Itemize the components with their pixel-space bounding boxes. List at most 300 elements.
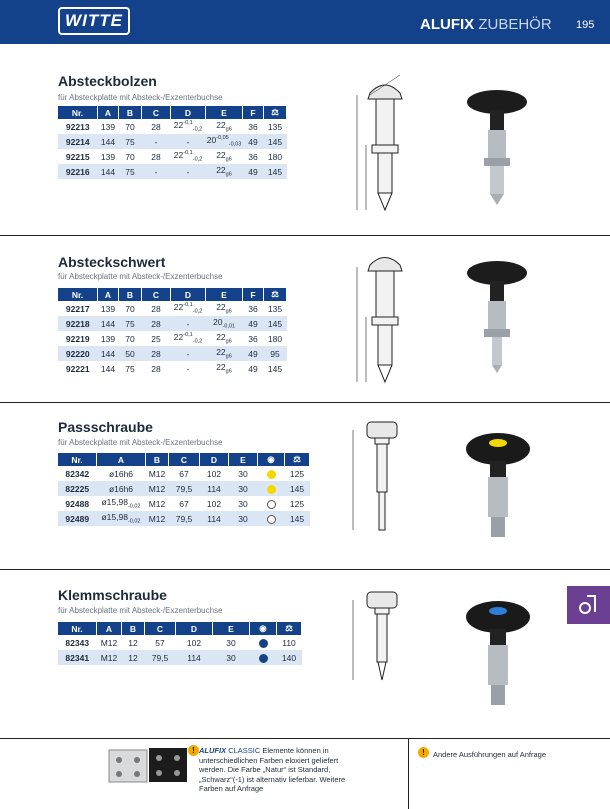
tolerance-lower: g6: [225, 156, 232, 163]
cell-value: 125: [289, 498, 305, 509]
cell-c: [169, 481, 200, 496]
section-title: Absteckbolzen: [58, 73, 157, 89]
cell-value: M12: [148, 483, 166, 494]
cell-value: 140: [281, 652, 297, 663]
cell-value: 79,5: [175, 513, 193, 524]
cell-c: [142, 134, 171, 149]
classic-word: CLASSIC: [228, 746, 261, 755]
cell-a: [97, 650, 122, 665]
cell-value: 49: [248, 318, 258, 329]
cell-value: 36: [248, 151, 258, 162]
cell-g: [264, 316, 287, 331]
cell-c: [142, 316, 171, 331]
cell-nr: [58, 164, 98, 179]
cell-value: 92220: [65, 348, 90, 359]
cell-d: [171, 301, 206, 316]
header-title-main: ALUFIX: [420, 16, 475, 33]
column-header: ⚖: [277, 622, 302, 635]
cell-b: [119, 134, 142, 149]
cell-nr: [58, 119, 98, 134]
cell-value: 49: [248, 348, 258, 359]
cell-value: 36: [248, 121, 258, 132]
cell-value: 95: [270, 348, 280, 359]
cell-color: [258, 466, 285, 481]
table-row: [58, 650, 302, 665]
cell-c: [142, 301, 171, 316]
cell-g: [264, 134, 287, 149]
cell-value: 114: [187, 652, 201, 663]
cell-f: [243, 361, 264, 376]
cell-value: 92215: [65, 151, 90, 162]
cell-e: [229, 466, 258, 481]
product-photo-absteckschwert: [462, 255, 532, 375]
tolerance-upper: -0,05: [216, 135, 229, 142]
section-title: Passschraube: [58, 419, 153, 435]
technical-drawing-klemmschraube: [345, 580, 415, 700]
cell-d: [200, 481, 229, 496]
cell-value: 49: [248, 363, 258, 374]
cell-value: 180: [267, 151, 283, 162]
cell-value: 22: [216, 120, 226, 131]
cell-value: 82342: [65, 468, 90, 479]
cell-g: [285, 496, 310, 511]
column-header: Nr.: [58, 288, 98, 301]
cell-value: 22: [173, 120, 184, 131]
tolerance-upper: -0,1: [183, 302, 193, 309]
chapter-side-tab[interactable]: [567, 586, 610, 624]
cell-c: [169, 511, 200, 526]
cell-value: 145: [267, 318, 283, 329]
cell-value: 139: [100, 121, 116, 132]
cell-value: 139: [100, 303, 116, 314]
cell-value: 22: [173, 150, 184, 161]
cell-value: -: [186, 348, 190, 359]
classic-brand: ALUFIX: [199, 746, 227, 755]
product-photo-passschraube: [460, 425, 535, 540]
cell-value: 22: [216, 362, 226, 373]
product-photo-klemmschraube: [460, 595, 535, 710]
spec-table: [58, 453, 310, 526]
product-photo-absteckbolzen: [462, 82, 532, 207]
page-header-title: [420, 16, 552, 33]
cell-value: 92488: [65, 498, 90, 509]
table-row: [58, 134, 287, 149]
cell-d: [171, 134, 206, 149]
cell-value: 75: [125, 363, 135, 374]
technical-drawing-passschraube: [345, 410, 415, 540]
cell-c: [142, 331, 171, 346]
cell-value: 144: [100, 348, 116, 359]
cell-a: [98, 331, 119, 346]
technical-drawing-absteckschwert: [340, 240, 430, 390]
column-header: B: [119, 288, 142, 301]
column-header: B: [146, 453, 169, 466]
cell-value: -: [186, 363, 190, 374]
cell-a: [97, 466, 146, 481]
tolerance-lower: g6: [225, 126, 232, 133]
section-subtitle: für Absteckplatte mit Absteck-/Exzenterbuchse: [58, 438, 223, 447]
table-row: [58, 346, 287, 361]
column-header: Nr.: [58, 453, 97, 466]
cell-nr: [58, 149, 98, 164]
cell-b: [122, 650, 145, 665]
column-header: ◉: [250, 622, 277, 635]
cell-d: [171, 119, 206, 134]
section-subtitle: für Absteckplatte mit Absteck-/Exzenterbuchse: [58, 606, 223, 615]
cell-value: 92489: [65, 513, 90, 524]
cell-color: [258, 496, 285, 511]
cell-value: 92219: [65, 333, 90, 344]
column-header: A: [97, 622, 122, 635]
cell-b: [146, 511, 169, 526]
cell-a: [98, 301, 119, 316]
cell-color: [258, 481, 285, 496]
cell-f: [243, 316, 264, 331]
cell-e: [206, 134, 243, 149]
cell-value: 22: [216, 347, 226, 358]
cell-value: 135: [267, 303, 283, 314]
cell-b: [119, 149, 142, 164]
cell-value: 28: [151, 151, 161, 162]
tolerance-lower: -0,2: [192, 308, 203, 315]
cell-value: 67: [179, 468, 189, 479]
cell-value: 28: [151, 363, 161, 374]
cell-value: 114: [207, 513, 221, 524]
section-subtitle: für Absteckplatte mit Absteck-/Exzenterbuchse: [58, 93, 223, 102]
cell-value: 139: [100, 333, 116, 344]
cell-g: [285, 466, 310, 481]
cell-value: 114: [207, 483, 221, 494]
cell-d: [200, 466, 229, 481]
cell-color: [250, 635, 277, 650]
cell-f: [243, 119, 264, 134]
tolerance-lower: g6: [225, 338, 232, 345]
cell-nr: [58, 635, 97, 650]
cell-color: [250, 650, 277, 665]
cell-value: 144: [100, 318, 116, 329]
cell-value: 70: [125, 333, 135, 344]
cell-value: 49: [248, 136, 258, 147]
cell-a: [98, 316, 119, 331]
column-header: E: [206, 106, 243, 119]
color-dot: [267, 470, 276, 479]
cell-value: 70: [125, 151, 135, 162]
cell-nr: [58, 134, 98, 149]
footer-divider: [0, 738, 610, 739]
cell-nr: [58, 496, 97, 511]
cell-a: [97, 481, 146, 496]
cell-e: [229, 511, 258, 526]
cell-a: [98, 134, 119, 149]
cell-b: [119, 346, 142, 361]
table-row: [58, 511, 310, 526]
column-header: D: [200, 453, 229, 466]
cell-value: M12: [100, 637, 118, 648]
cell-value: 92218: [65, 318, 90, 329]
cell-value: -: [186, 318, 190, 329]
table-row: [58, 119, 287, 134]
table-row: [58, 301, 287, 316]
column-header: Nr.: [58, 106, 98, 119]
cell-d: [171, 331, 206, 346]
cell-g: [277, 635, 302, 650]
cell-value: 92216: [65, 166, 90, 177]
table-header-row: [58, 288, 287, 301]
cell-d: [176, 650, 213, 665]
column-header: A: [97, 453, 146, 466]
cell-value: 30: [238, 513, 248, 524]
column-header: D: [171, 288, 206, 301]
cell-value: 82343: [65, 637, 90, 648]
cell-f: [243, 149, 264, 164]
cell-value: 70: [125, 121, 135, 132]
cell-f: [243, 301, 264, 316]
table-row: [58, 466, 310, 481]
cell-e: [206, 346, 243, 361]
technical-drawing-absteckbolzen: [340, 65, 430, 220]
table-row: [58, 316, 287, 331]
cell-g: [264, 331, 287, 346]
section-divider: [0, 235, 610, 236]
section-title: Absteckschwert: [58, 254, 166, 270]
table-header-row: [58, 453, 310, 466]
column-header: F: [243, 106, 264, 119]
cell-c: [145, 650, 176, 665]
cell-d: [200, 496, 229, 511]
cell-value: 12: [128, 637, 138, 648]
cell-value: 22: [216, 165, 226, 176]
table-row: [58, 361, 287, 376]
cell-f: [243, 134, 264, 149]
cell-b: [119, 164, 142, 179]
column-header: C: [142, 106, 171, 119]
cell-e: [206, 316, 243, 331]
cell-b: [122, 635, 145, 650]
column-header: B: [122, 622, 145, 635]
cell-d: [200, 511, 229, 526]
column-header: ⚖: [264, 106, 287, 119]
cell-c: [145, 635, 176, 650]
cell-c: [169, 466, 200, 481]
cell-nr: [58, 361, 98, 376]
cell-e: [206, 331, 243, 346]
cell-b: [146, 496, 169, 511]
tolerance-lower: g6: [225, 353, 232, 360]
page-header: [0, 0, 610, 44]
witte-logo: WITTE: [58, 7, 130, 35]
tolerance-lower: g6: [225, 171, 232, 178]
cell-value: 79,5: [151, 652, 169, 663]
cell-value: 28: [151, 121, 161, 132]
column-header: F: [243, 288, 264, 301]
cell-f: [243, 331, 264, 346]
header-title-light: ZUBEHÖR: [478, 16, 552, 33]
cell-e: [206, 301, 243, 316]
color-dot: [267, 500, 276, 509]
cell-c: [142, 164, 171, 179]
cell-a: [98, 164, 119, 179]
cell-value: -: [154, 166, 158, 177]
column-header: A: [98, 288, 119, 301]
column-header: C: [142, 288, 171, 301]
cell-value: ø16h6: [108, 483, 134, 494]
table-row: [58, 635, 302, 650]
cell-f: [243, 164, 264, 179]
tolerance-lower: g6: [225, 308, 232, 315]
color-dot: [267, 515, 276, 524]
section-subtitle: für Absteckplatte mit Absteck-/Exzenterbuchse: [58, 272, 223, 281]
color-dot: [259, 654, 268, 663]
cell-g: [264, 149, 287, 164]
cell-value: 92214: [65, 136, 90, 147]
cell-nr: [58, 511, 97, 526]
tolerance-lower: -0,2: [192, 338, 203, 345]
cell-b: [146, 481, 169, 496]
cell-value: 22: [216, 302, 226, 313]
cell-value: 79,5: [175, 483, 193, 494]
cell-g: [264, 361, 287, 376]
tolerance-upper: -0,1: [183, 150, 193, 157]
cell-g: [285, 511, 310, 526]
cell-value: 102: [186, 637, 202, 648]
page-number: 195: [576, 19, 595, 31]
cell-value: ø16h6: [108, 468, 134, 479]
cell-e: [213, 650, 250, 665]
cell-value: 28: [151, 348, 161, 359]
cell-value: ø15,98: [101, 497, 128, 508]
cell-a: [98, 346, 119, 361]
cell-b: [119, 361, 142, 376]
cell-value: 125: [289, 468, 305, 479]
cell-a: [97, 511, 146, 526]
cell-value: 92217: [65, 303, 90, 314]
cell-value: 12: [128, 652, 138, 663]
cell-value: 25: [151, 333, 161, 344]
column-header: D: [176, 622, 213, 635]
tolerance-upper: -0,1: [183, 332, 193, 339]
cell-value: 75: [125, 318, 135, 329]
cell-nr: [58, 466, 97, 481]
table-row: [58, 331, 287, 346]
cell-c: [142, 149, 171, 164]
cell-value: 30: [226, 652, 236, 663]
cell-value: 92213: [65, 121, 90, 132]
cell-value: 144: [100, 136, 116, 147]
tolerance-lower: -0,2: [192, 156, 203, 163]
cell-value: 50: [125, 348, 135, 359]
cell-value: 36: [248, 333, 258, 344]
classic-note: [199, 746, 357, 794]
cell-e: [229, 481, 258, 496]
tolerance-lower: -0,02: [127, 503, 141, 510]
cell-c: [169, 496, 200, 511]
section-divider: [0, 402, 610, 403]
cell-value: M12: [100, 652, 118, 663]
table-row: [58, 149, 287, 164]
cell-g: [264, 119, 287, 134]
cell-value: 57: [155, 637, 165, 648]
cell-nr: [58, 316, 98, 331]
table-row: [58, 481, 310, 496]
cell-value: 67: [179, 498, 189, 509]
column-header: B: [119, 106, 142, 119]
other-versions-note: Andere Ausführungen auf Anfrage: [433, 750, 547, 759]
cell-value: 82341: [65, 652, 90, 663]
column-header: ◉: [258, 453, 285, 466]
cell-b: [146, 466, 169, 481]
cell-value: -: [186, 166, 190, 177]
cell-value: M12: [148, 513, 166, 524]
cell-a: [97, 496, 146, 511]
cell-value: -: [186, 136, 190, 147]
tolerance-lower: -0,02: [127, 518, 141, 525]
cell-c: [142, 119, 171, 134]
cell-color: [258, 511, 285, 526]
tolerance-upper: -0,1: [183, 120, 193, 127]
cell-value: 20: [206, 135, 217, 146]
cell-c: [142, 361, 171, 376]
cell-value: 145: [289, 513, 305, 524]
cell-g: [277, 650, 302, 665]
cell-value: M12: [148, 468, 166, 479]
cell-value: 144: [100, 166, 116, 177]
table-row: [58, 496, 310, 511]
info-icon: !: [188, 745, 199, 756]
cell-value: 30: [238, 498, 248, 509]
column-header: A: [98, 106, 119, 119]
cell-value: 36: [248, 303, 258, 314]
cell-value: 144: [100, 363, 116, 374]
cell-e: [206, 361, 243, 376]
cell-c: [142, 346, 171, 361]
cell-a: [98, 149, 119, 164]
cell-value: 92221: [65, 363, 90, 374]
cell-value: 145: [289, 483, 305, 494]
column-header: C: [169, 453, 200, 466]
cell-value: 49: [248, 166, 258, 177]
cell-value: 28: [151, 318, 161, 329]
cell-a: [98, 361, 119, 376]
section-title: Klemmschraube: [58, 587, 167, 603]
cell-value: 70: [125, 303, 135, 314]
cell-nr: [58, 301, 98, 316]
cell-f: [243, 346, 264, 361]
alufix-classic-cubes-image: [107, 744, 189, 784]
column-header: C: [145, 622, 176, 635]
cell-value: 110: [282, 637, 296, 648]
cell-value: ø15,98: [101, 512, 128, 523]
cell-e: [213, 635, 250, 650]
column-header: ⚖: [264, 288, 287, 301]
cell-d: [176, 635, 213, 650]
cell-d: [171, 361, 206, 376]
cell-value: 139: [100, 151, 116, 162]
cell-a: [97, 635, 122, 650]
cell-a: [98, 119, 119, 134]
cell-value: 22: [173, 302, 184, 313]
cell-b: [119, 119, 142, 134]
cell-nr: [58, 481, 97, 496]
section-divider: [0, 569, 610, 570]
cell-g: [285, 481, 310, 496]
cell-e: [206, 119, 243, 134]
classic-text: Elemente können in unterschiedlichen Farben eloxiert geliefert werden. Die Farbe „Natur“ ist Standard, „Schwarz“(-1) ist alternativ lieferbar. Weitere Farben auf Anfrage: [199, 746, 346, 793]
cell-value: 135: [267, 121, 283, 132]
column-header: ⚖: [285, 453, 310, 466]
column-header: E: [213, 622, 250, 635]
cell-value: 180: [267, 333, 283, 344]
cell-value: 22: [216, 332, 226, 343]
